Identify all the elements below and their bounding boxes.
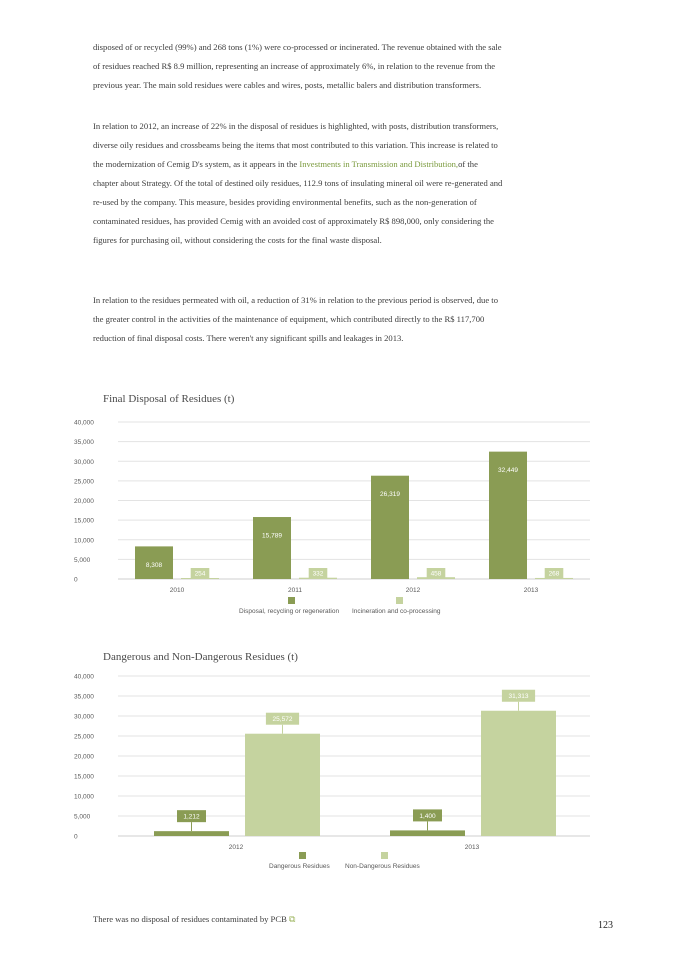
paragraph-3: In relation to the residues permeated with oil, a reduction of 31% in relation to the previous period is observed, due to the greater control in the activities of the maintenance of equipment, which contributed directly to the R$ 117,700 reduction of final disposal costs. There weren't any significant spills and leakages in 2013. <box>93 295 498 343</box>
footer-note-text: There was no disposal of residues contaminated by PCB <box>93 914 287 924</box>
y-tick-label: 35,000 <box>74 693 94 701</box>
legend-label: Disposal, recycling or regeneration <box>239 608 340 615</box>
paragraph-2-text-a: In relation to 2012, an increase of 22% in the disposal of residues is highlighted, with posts, distribution transformers, diverse oily residues and crossbeams being the items that most contributed to this variation. This increase is related to the modernization of Cemig D's system, as it appears in the <box>93 121 499 169</box>
y-tick-label: 30,000 <box>74 458 94 466</box>
y-tick-label: 0 <box>74 833 78 841</box>
dangerous-residues-chart <box>0 670 680 890</box>
legend-label: Dangerous Residues <box>269 863 330 870</box>
bar-dangerous-residues <box>390 830 465 836</box>
data-label: 25,572 <box>272 716 293 724</box>
x-tick-label: 2010 <box>169 587 185 594</box>
y-tick-label: 35,000 <box>74 439 94 447</box>
page-number: 123 <box>598 920 613 931</box>
y-tick-label: 5,000 <box>74 813 91 821</box>
y-tick-label: 20,000 <box>74 753 94 761</box>
legend-swatch <box>288 597 295 604</box>
data-label: 458 <box>430 570 442 578</box>
legend-swatch <box>299 852 306 859</box>
strategy-link[interactable]: Investments in Transmission and Distribution, <box>299 159 459 169</box>
y-tick-label: 0 <box>74 576 78 584</box>
data-label: 8,308 <box>145 561 163 569</box>
bar-disposal-recycling-or-regeneration <box>253 517 291 579</box>
x-tick-label: 2013 <box>523 587 539 594</box>
y-tick-label: 25,000 <box>74 478 94 486</box>
link-icon[interactable]: ⧉ <box>288 915 296 925</box>
data-label: 32,449 <box>498 467 518 475</box>
data-label: 332 <box>312 570 324 578</box>
x-tick-label: 2013 <box>464 844 480 851</box>
y-tick-label: 5,000 <box>74 556 91 564</box>
data-label: 15,789 <box>262 532 282 540</box>
data-label: 268 <box>548 570 560 578</box>
final-disposal-chart <box>0 412 680 652</box>
x-tick-label: 2011 <box>288 587 302 594</box>
bar-incineration-and-co-processing <box>535 578 573 579</box>
legend-swatch <box>396 597 403 604</box>
data-label: 26,319 <box>380 491 400 499</box>
bar-dangerous-residues <box>154 831 229 836</box>
legend-label: Non-Dangerous Residues <box>345 863 420 870</box>
data-label: 254 <box>194 570 206 578</box>
y-tick-label: 40,000 <box>74 419 94 427</box>
y-tick-label: 40,000 <box>74 673 94 681</box>
legend-swatch <box>381 852 388 859</box>
data-label: 1,212 <box>183 813 200 821</box>
paragraph-1: disposed of or recycled (99%) and 268 tons (1%) were co-processed or incinerated. The revenue obtained with the sale of residues reached R$ 8.9 million, representing an increase of approximately 6%, in relation to the revenue from the previous year. The main sold residues were cables and wires, posts, metallic balers and distribution transformers. <box>93 42 502 90</box>
paragraph-2-text-b: of the chapter about Strategy. Of the total of destined oily residues, 112.9 tons of insulating mineral oil were re-generated and re-used by the company. This measure, besides providing environmental benefits, such as the non-generation of contaminated residues, has provided Cemig with an avoided cost of approximately R$ 898,000, only considering the figures for purchasing oil, without considering the costs for the final waste disposal. <box>93 159 503 245</box>
data-label: 1,400 <box>419 812 436 820</box>
bar-incineration-and-co-processing <box>181 578 219 579</box>
chart-1-title: Final Disposal of Residues (t) <box>103 393 235 405</box>
y-tick-label: 25,000 <box>74 733 94 741</box>
legend-label: Incineration and co-processing <box>352 608 441 615</box>
y-tick-label: 10,000 <box>74 793 94 801</box>
x-tick-label: 2012 <box>228 844 244 851</box>
footer-note <box>93 914 295 925</box>
y-tick-label: 30,000 <box>74 713 94 721</box>
y-tick-label: 15,000 <box>74 517 94 525</box>
bar-non-dangerous-residues <box>481 711 556 836</box>
y-tick-label: 20,000 <box>74 498 94 505</box>
y-tick-label: 15,000 <box>74 773 94 781</box>
x-tick-label: 2012 <box>405 587 421 594</box>
bar-non-dangerous-residues <box>245 734 320 836</box>
y-tick-label: 10,000 <box>74 537 94 545</box>
paragraph-2 <box>93 117 503 250</box>
data-label: 31,313 <box>508 693 529 701</box>
chart-2-title: Dangerous and Non-Dangerous Residues (t) <box>103 651 298 663</box>
